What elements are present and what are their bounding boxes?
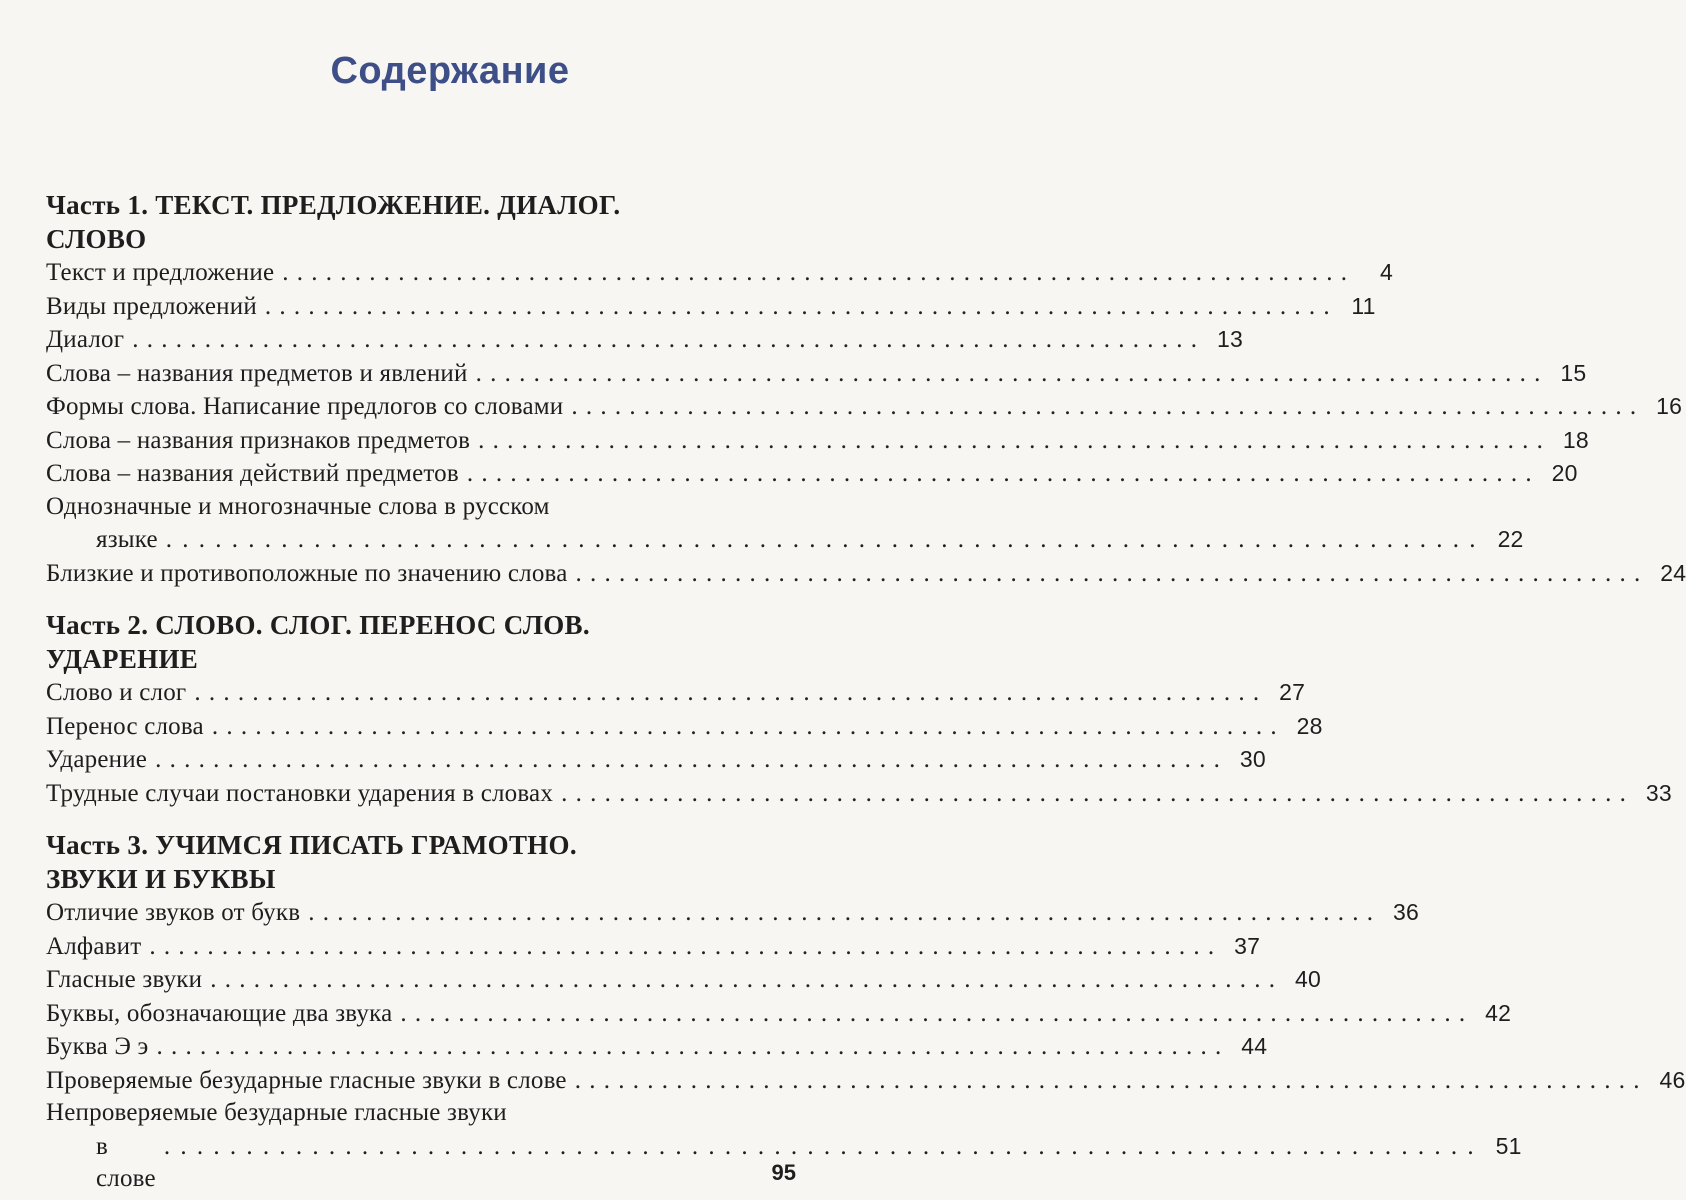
leader-dots [156, 1031, 1221, 1064]
part-1-heading [46, 188, 806, 256]
page-title: Содержание [330, 50, 570, 92]
toc-entry[interactable] [46, 743, 1266, 777]
leader-dots [149, 931, 1214, 964]
leader-dots [265, 291, 1330, 324]
toc-entry[interactable] [46, 323, 1243, 357]
entry-label: Перенос слова [46, 712, 204, 740]
leader-dots [400, 998, 1465, 1031]
toc-entry[interactable] [46, 1064, 1686, 1098]
part-heading-line: УДАРЕНИЕ [46, 644, 199, 674]
entry-page: 22 [1497, 526, 1524, 552]
toc-entry[interactable] [46, 290, 1376, 324]
entry-page: 18 [1562, 426, 1589, 453]
toc-entry[interactable] [46, 930, 1261, 964]
entry-label: Текст и предложение [46, 259, 275, 286]
entry-label: Слова – названия предметов и явлений [46, 359, 468, 387]
entry-page: 11 [1351, 292, 1376, 319]
part-heading-line: ЗВУКИ И БУКВЫ [46, 864, 276, 894]
part-2-heading [46, 608, 806, 676]
leader-dots [308, 897, 1373, 930]
leader-dots [575, 1065, 1640, 1098]
entry-label: Однозначные и многозначные слова в русском [46, 492, 550, 520]
entry-label: Слова – названия признаков предметов [46, 426, 471, 454]
toc-entry[interactable] [46, 491, 1524, 557]
leader-dots [476, 358, 1541, 391]
leader-dots [467, 458, 1532, 491]
toc-entry[interactable] [46, 1030, 1268, 1064]
entry-page: 27 [1279, 679, 1306, 705]
toc-entry[interactable] [46, 777, 1672, 811]
entry-page: 16 [1656, 393, 1683, 419]
entry-page: 46 [1659, 1066, 1686, 1093]
entry-label: Буква Э э [46, 1033, 149, 1060]
entry-label: Проверяемые безударные гласные звуки в слове [46, 1066, 567, 1094]
entry-page: 36 [1393, 899, 1419, 925]
leader-dots [132, 324, 1197, 357]
toc-entry[interactable] [46, 424, 1589, 458]
page-number: 95 [771, 1160, 796, 1185]
entry-label: Непроверяемые безударные гласные звуки [46, 1099, 507, 1126]
leader-dots [571, 391, 1636, 424]
part-heading-line: Часть 2. СЛОВО. СЛОГ. ПЕРЕНОС СЛОВ. [46, 610, 590, 640]
toc-entry[interactable] [46, 896, 1419, 930]
leader-dots [576, 558, 1641, 591]
part-3-heading [46, 828, 806, 896]
leader-dots [478, 425, 1543, 458]
entry-label: Буквы, обозначающие два звука [46, 999, 393, 1027]
entry-label: Виды предложений [46, 292, 257, 320]
entry-label-continued: языке [96, 526, 158, 553]
toc-entry[interactable] [46, 357, 1587, 391]
entry-label-continued: в слове [96, 1132, 156, 1192]
entry-page: 51 [1495, 1132, 1522, 1159]
entry-page: 13 [1216, 326, 1243, 352]
toc-entry[interactable] [46, 457, 1578, 491]
part-heading-line: Часть 3. УЧИМСЯ ПИСАТЬ ГРАМОТНО. [46, 830, 577, 860]
leader-dots [282, 257, 1347, 290]
entry-label: Отличие звуков от букв [46, 899, 301, 926]
entry-label: Диалог [46, 326, 125, 353]
entry-page: 4 [1380, 259, 1394, 285]
toc-entry[interactable] [46, 390, 1683, 424]
entry-label: Гласные звуки [46, 966, 203, 993]
leader-dots [155, 744, 1220, 777]
toc-entry[interactable] [46, 997, 1512, 1031]
entry-page: 40 [1294, 966, 1321, 992]
entry-label: Ударение [46, 746, 148, 773]
entry-page: 37 [1234, 932, 1261, 959]
entry-label: Близкие и противоположные по значению слова [46, 559, 568, 587]
entry-page: 15 [1560, 359, 1587, 386]
leader-dots: . . . . . . . . . . . . . . . . . . . . . . . . . . . . . . . . . . . . . . . . . . . . . . . . . . . . . . . . . . . . . . . . . . . . . . . . . . . . . . . . [163, 1132, 1476, 1160]
table-of-contents [46, 188, 1686, 1196]
toc-entry[interactable] [46, 1097, 1522, 1196]
leader-dots: . . . . . . . . . . . . . . . . . . . . . . . . . . . . . . . . . . . . . . . . . . . . . . . . . . . . . . . . . . . . . . . . . . . . . . . . . . . . . . . . [165, 526, 1478, 553]
part-heading-line: СЛОВО [46, 224, 147, 254]
leader-dots [194, 677, 1259, 710]
toc-entry[interactable] [46, 557, 1686, 591]
entry-page: 44 [1241, 1033, 1268, 1059]
entry-page: 42 [1485, 999, 1512, 1026]
toc-entry[interactable] [46, 256, 1394, 290]
entry-page: 30 [1239, 746, 1266, 772]
entry-label: Слово и слог [46, 679, 187, 706]
leader-dots [561, 778, 1626, 811]
entry-label: Алфавит [46, 932, 142, 960]
toc-entry[interactable] [46, 676, 1306, 710]
entry-label: Слова – названия действий предметов [46, 460, 459, 487]
toc-entry[interactable] [46, 963, 1321, 997]
leader-dots [210, 964, 1275, 997]
leader-dots [212, 711, 1277, 744]
entry-page: 33 [1645, 779, 1672, 806]
entry-label: Формы слова. Написание предлогов со словами [46, 393, 564, 420]
entry-page: 24 [1660, 559, 1686, 586]
part-heading-line: Часть 1. ТЕКСТ. ПРЕДЛОЖЕНИЕ. ДИАЛОГ. [46, 190, 621, 220]
entry-page: 28 [1296, 712, 1323, 739]
entry-label: Трудные случаи постановки ударения в словах [46, 779, 554, 807]
toc-entry[interactable] [46, 710, 1323, 744]
entry-page: 20 [1551, 460, 1578, 486]
